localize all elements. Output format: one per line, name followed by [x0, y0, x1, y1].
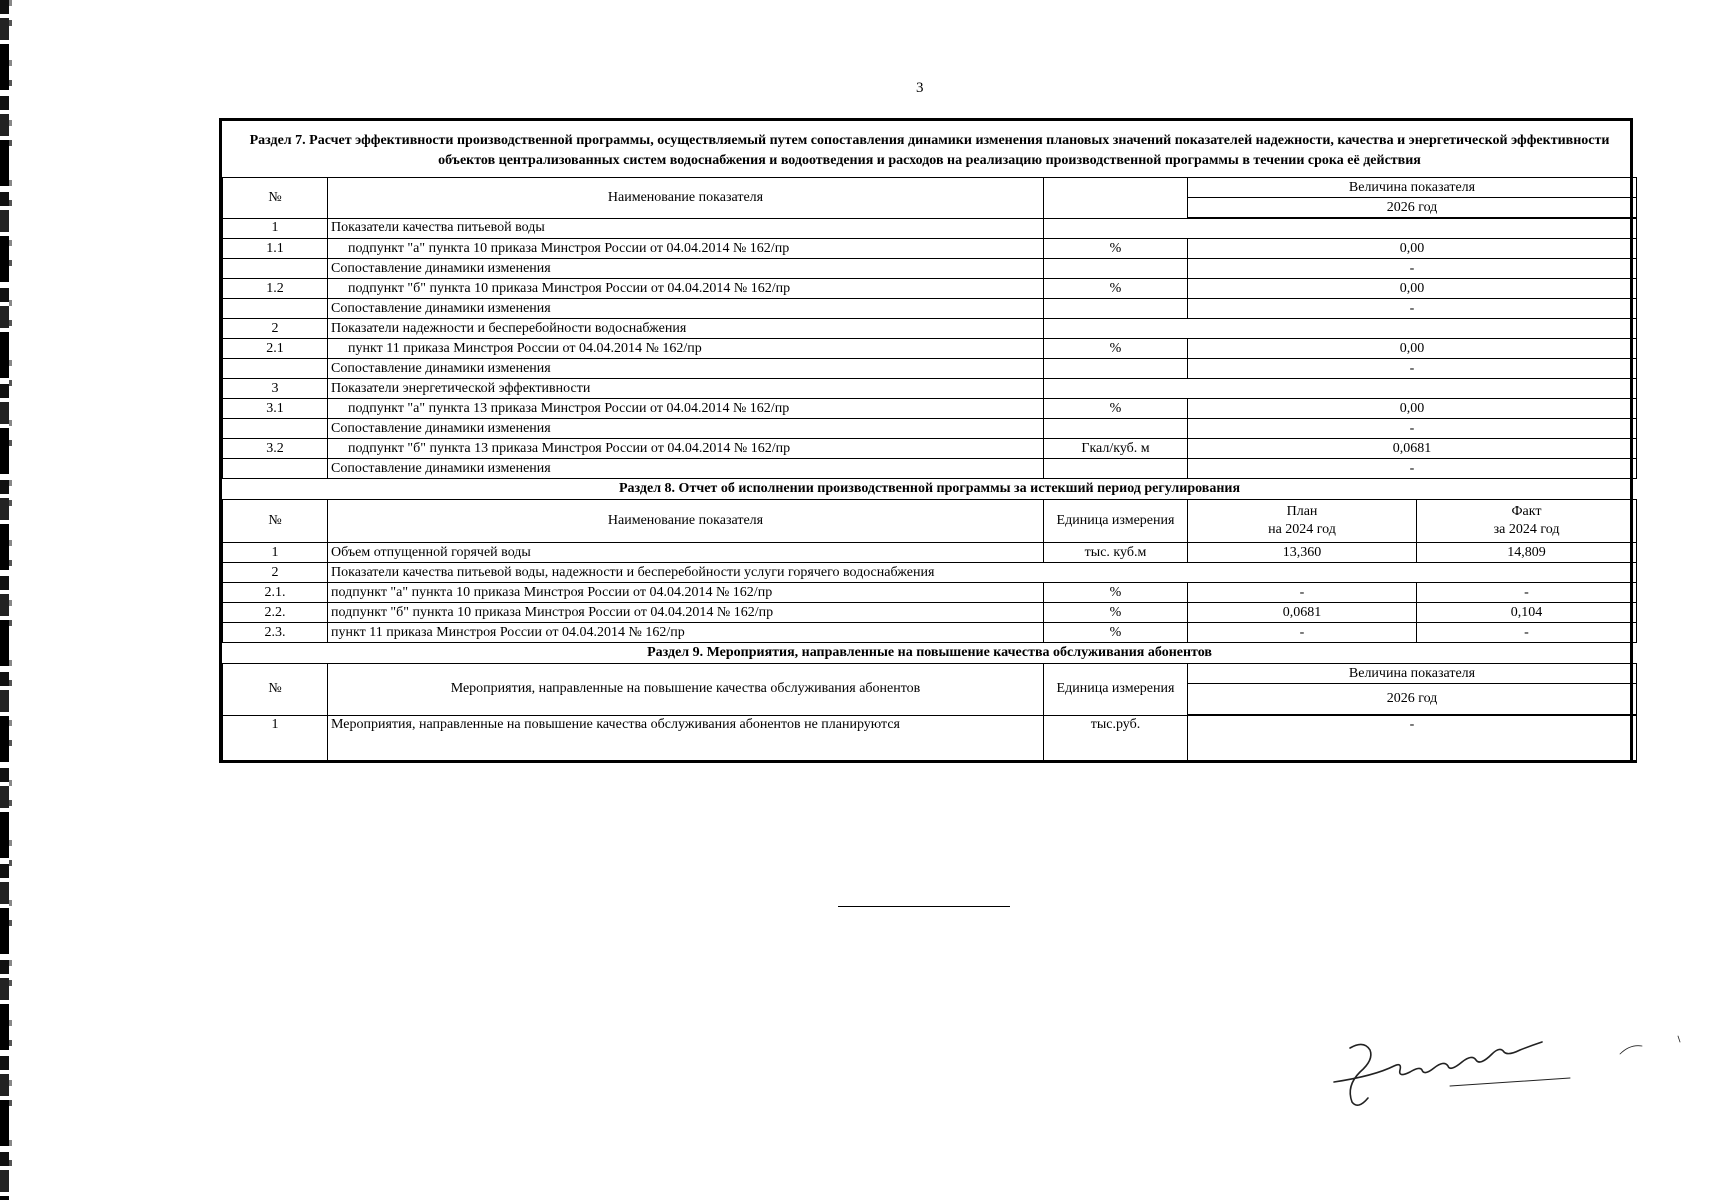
signature-image: [1320, 1008, 1720, 1128]
row-name: пункт 11 приказа Минстроя России от 04.04.2014 № 162/пр: [328, 623, 1044, 643]
row-unit: [1044, 359, 1188, 379]
row-unit: %: [1044, 603, 1188, 623]
row-plan: -: [1188, 583, 1417, 603]
row-name: Показатели качества питьевой воды: [328, 218, 1044, 239]
section7-header-row: [223, 178, 1637, 198]
row-number: 2.1.: [223, 583, 328, 603]
row-number: [223, 259, 328, 279]
column-header-fact: [1417, 500, 1637, 543]
row-number: 2.1: [223, 339, 328, 359]
row-name: Объем отпущенной горячей воды: [328, 543, 1044, 563]
plan-label: План: [1286, 504, 1318, 519]
table-row: [223, 218, 1637, 239]
row-plan: 0,0681: [1188, 603, 1417, 623]
row-number: 1: [223, 715, 328, 761]
section9-title: Раздел 9. Мероприятия, направленные на повышение качества обслуживания абонентов: [223, 643, 1637, 664]
row-unit: %: [1044, 623, 1188, 643]
row-number: 1: [223, 218, 328, 239]
row-value: 0,00: [1188, 399, 1637, 419]
column-header-name: Наименование показателя: [328, 178, 1044, 219]
row-value: -: [1188, 259, 1637, 279]
row-unit: Гкал/куб. м: [1044, 439, 1188, 459]
table-row: [223, 563, 1637, 583]
table-row: [223, 715, 1637, 761]
column-header-unit: Единица измерения: [1044, 500, 1188, 543]
row-unit: %: [1044, 583, 1188, 603]
row-number: 2: [223, 319, 328, 339]
fact-label: Факт: [1511, 504, 1542, 519]
row-name: Сопоставление динамики изменения: [328, 259, 1044, 279]
column-header-unit: Единица измерения: [1044, 664, 1188, 716]
table-row: [223, 339, 1637, 359]
row-number: 3.2: [223, 439, 328, 459]
table-row: [223, 439, 1637, 459]
row-value: 0,00: [1188, 239, 1637, 259]
section8-title-row: [223, 479, 1637, 500]
row-empty: [1044, 319, 1637, 339]
row-name: пункт 11 приказа Минстроя России от 04.04.2014 № 162/пр: [328, 339, 1044, 359]
row-name: подпункт "а" пункта 13 приказа Минстроя России от 04.04.2014 № 162/пр: [328, 399, 1044, 419]
table-row: [223, 299, 1637, 319]
table-row: [223, 359, 1637, 379]
column-header-name: Наименование показателя: [328, 500, 1044, 543]
row-unit: [1044, 419, 1188, 439]
row-unit: %: [1044, 239, 1188, 259]
row-value: 0,0681: [1188, 439, 1637, 459]
table-row: [223, 259, 1637, 279]
row-name: Сопоставление динамики изменения: [328, 459, 1044, 479]
table-row: [223, 543, 1637, 563]
column-header-name: Мероприятия, направленные на повышение качества обслуживания абонентов: [328, 664, 1044, 716]
row-number: 2: [223, 563, 328, 583]
row-name: Сопоставление динамики изменения: [328, 299, 1044, 319]
column-header-unit: [1044, 178, 1188, 219]
section9-body: [223, 715, 1637, 761]
table-row: [223, 239, 1637, 259]
section8-title: Раздел 8. Отчет об исполнении производственной программы за истекший период регулирования: [223, 479, 1637, 500]
table-row: [223, 459, 1637, 479]
row-fact: 0,104: [1417, 603, 1637, 623]
row-unit: %: [1044, 339, 1188, 359]
table-row: [223, 419, 1637, 439]
row-value: 0,00: [1188, 339, 1637, 359]
row-value: -: [1188, 359, 1637, 379]
row-name: Сопоставление динамики изменения: [328, 419, 1044, 439]
table-row: [223, 583, 1637, 603]
row-name: подпункт "а" пункта 10 приказа Минстроя России от 04.04.2014 № 162/пр: [328, 239, 1044, 259]
section7-title-row: [223, 121, 1637, 178]
row-name: подпункт "б" пункта 13 приказа Минстроя России от 04.04.2014 № 162/пр: [328, 439, 1044, 459]
column-header-plan: [1188, 500, 1417, 543]
row-number: 2.3.: [223, 623, 328, 643]
row-number: [223, 299, 328, 319]
row-plan: 13,360: [1188, 543, 1417, 563]
row-fact: -: [1417, 623, 1637, 643]
section8-body: [223, 543, 1637, 643]
row-fact: 14,809: [1417, 543, 1637, 563]
plan-year: на 2024 год: [1268, 522, 1336, 537]
column-header-num: №: [223, 178, 328, 219]
table-row: [223, 379, 1637, 399]
row-number: 1.2: [223, 279, 328, 299]
row-unit: [1044, 259, 1188, 279]
fact-year: за 2024 год: [1493, 522, 1560, 537]
row-empty: [1044, 218, 1637, 239]
table-row: [223, 319, 1637, 339]
row-name: Показатели энергетической эффективности: [328, 379, 1044, 399]
row-unit: %: [1044, 399, 1188, 419]
table-row: [223, 279, 1637, 299]
scan-edge-artifact-inner: [9, 0, 12, 1200]
row-name: Показатели качества питьевой воды, надежности и бесперебойности услуги горячего водоснабжения: [328, 563, 1637, 583]
row-name: Мероприятия, направленные на повышение качества обслуживания абонентов не планируются: [328, 715, 1044, 761]
footer-rule: [838, 906, 1010, 907]
row-number: 3.1: [223, 399, 328, 419]
section7-body: [223, 218, 1637, 479]
row-name: подпункт "б" пункта 10 приказа Минстроя России от 04.04.2014 № 162/пр: [328, 603, 1044, 623]
row-number: [223, 359, 328, 379]
row-value: -: [1188, 299, 1637, 319]
row-unit: тыс.руб.: [1044, 715, 1188, 761]
row-number: [223, 419, 328, 439]
row-value: 0,00: [1188, 279, 1637, 299]
row-number: 1.1: [223, 239, 328, 259]
row-number: [223, 459, 328, 479]
column-header-num: №: [223, 500, 328, 543]
row-plan: -: [1188, 623, 1417, 643]
row-name: подпункт "б" пункта 10 приказа Минстроя России от 04.04.2014 № 162/пр: [328, 279, 1044, 299]
table-row: [223, 603, 1637, 623]
row-fact: -: [1417, 583, 1637, 603]
column-header-num: №: [223, 664, 328, 716]
row-empty: [1044, 379, 1637, 399]
column-header-year: 2026 год: [1188, 198, 1637, 219]
column-header-year: 2026 год: [1188, 684, 1637, 716]
report-table: [222, 121, 1637, 763]
row-number: 3: [223, 379, 328, 399]
row-name: подпункт "а" пункта 10 приказа Минстроя России от 04.04.2014 № 162/пр: [328, 583, 1044, 603]
row-unit: %: [1044, 279, 1188, 299]
section9-header-row: [223, 664, 1637, 684]
row-number: 1: [223, 543, 328, 563]
scan-edge-artifact: [0, 0, 9, 1200]
table-row: [223, 623, 1637, 643]
row-number: 2.2.: [223, 603, 328, 623]
section8-header-row: [223, 500, 1637, 543]
column-header-value: Величина показателя: [1188, 664, 1637, 684]
document-table-frame: [219, 118, 1633, 763]
row-value: -: [1188, 419, 1637, 439]
column-header-value: Величина показателя: [1188, 178, 1637, 198]
row-unit: тыс. куб.м: [1044, 543, 1188, 563]
section7-title: Раздел 7. Расчет эффективности производственной программы, осуществляемый путем сопоставления динамики изменения плановых значений показателей надежности, качества и энергетической эффективности объектов централизованных систем водоснабжения и водоотведения и расходов на реализацию производственной программы в течении срока её действия: [223, 121, 1637, 178]
row-value: -: [1188, 715, 1637, 761]
section9-title-row: [223, 643, 1637, 664]
row-name: Сопоставление динамики изменения: [328, 359, 1044, 379]
table-row: [223, 399, 1637, 419]
row-unit: [1044, 299, 1188, 319]
row-name: Показатели надежности и бесперебойности водоснабжения: [328, 319, 1044, 339]
row-unit: [1044, 459, 1188, 479]
page-number: 3: [916, 80, 924, 96]
row-value: -: [1188, 459, 1637, 479]
